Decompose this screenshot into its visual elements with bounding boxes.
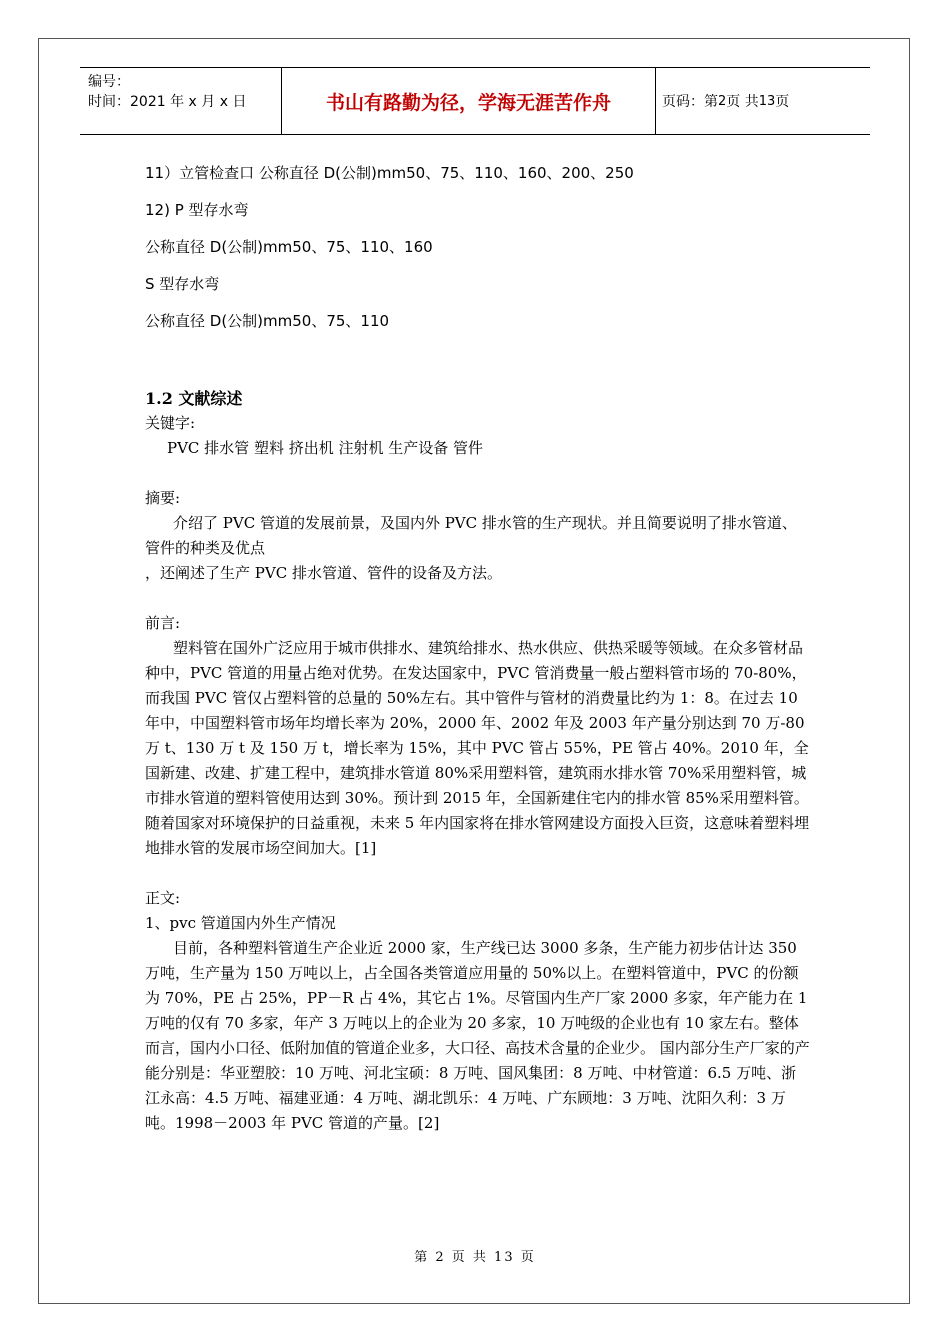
- abstract-text: 介绍了 PVC 管道的发展前景，及国内外 PVC 排水管的生产现状。并且简要说明了排水管道、管件的种类及优点: [145, 514, 797, 557]
- spec-line-s-trap: S 型存水弯: [145, 275, 220, 293]
- abstract-text-continued: ，还阐述了生产 PVC 排水管道、管件的设备及方法。: [145, 564, 502, 582]
- page-current: 2: [718, 93, 727, 109]
- spec-line-s-trap-diameter: 公称直径 D(公制)mm50、75、110: [145, 312, 390, 330]
- body-subtitle: 1、pvc 管道国内外生产情况: [145, 914, 336, 932]
- page-header: [80, 67, 870, 135]
- body-label: 正文:: [145, 889, 181, 907]
- preface-text: 塑料管在国外广泛应用于城市供排水、建筑给排水、热水供应、供热采暖等领域。在众多管材品种中，PVC 管道的用量占绝对优势。在发达国家中，PVC 管消费量一般占塑料管市场的 70-80%，而我国 PVC 管仅占塑料管的总量的 50%左右。其中管件与管材的消费量比约为 1：8。在过去 10 年中，中国塑料管市场年均增长率为 20%，2000 年、2002 年及 2003 年产量分别达到 70 万-80 万 t、130 万 t 及 150 万 t，增长率为 15%，其中 PVC 管占 55%，PE 管占 40%。2010 年，全国新建、改建、扩建工程中，建筑排水管道 80%采用塑料管，建筑雨水排水管 70%采用塑料管，城市排水管道的塑料管使用达到 30%。预计到 2015 年，全国新建住宅内的排水管 85%采用塑料管。随着国家对环境保护的日益重视，未来 5 年内国家将在排水管网建设方面投入巨资，这意味着塑料埋地排水管的发展市场空间加大。[1]: [145, 639, 810, 857]
- preface-label: 前言:: [145, 614, 181, 632]
- page-footer: 第 2 页 共 13 页: [414, 1250, 536, 1265]
- header-meta: [80, 68, 282, 134]
- document-body: [145, 155, 810, 1136]
- page-mid: 页 共: [726, 94, 759, 110]
- document-date: 时间：2021 年 x 月 x 日: [88, 94, 247, 110]
- header-motto: 书山有路勤为径，学海无涯苦作舟: [282, 68, 656, 134]
- spec-line-12-diameter: 公称直径 D(公制)mm50、75、110、160: [145, 238, 433, 256]
- header-page-info: [656, 68, 870, 134]
- page-total: 13: [758, 93, 776, 109]
- keywords-label: 关键字:: [145, 414, 196, 432]
- body-text: 目前，各种塑料管道生产企业近 2000 家，生产线已达 3000 多条，生产能力初步估计达 350 万吨，生产量为 150 万吨以上，占全国各类管道应用量的 50%以上。在塑料管道中，PVC 的份额为 70%，PE 占 25%，PP－R 占 4%，其它占 1%。尽管国内生产厂家 2000 多家，年产能力在 1 万吨的仅有 70 多家，年产 3 万吨以上的企业为 20 多家，10 万吨级的企业也有 10 家左右。整体而言，国内小口径、低附加值的管道企业多，大口径、高技术含量的企业少。 国内部分生产厂家的产能分别是：华亚塑胶：10 万吨、河北宝硕：8 万吨、国风集团：8 万吨、中材管道：6.5 万吨、浙江永高：4.5 万吨、福建亚通：4 万吨、湖北凯乐：4 万吨、广东顾地：3 万吨、沈阳久利：3 万吨。1998－2003 年 PVC 管道的产量。[2]: [145, 939, 810, 1132]
- section-title: 1.2 文献综述: [145, 389, 243, 408]
- spec-line-11: 11）立管检查口 公称直径 D(公制)mm50、75、110、160、200、250: [145, 164, 634, 182]
- page-prefix: 页码：第: [662, 94, 718, 110]
- abstract-label: 摘要:: [145, 489, 181, 507]
- document-number: 编号：: [88, 74, 130, 90]
- keywords: PVC 排水管 塑料 挤出机 注射机 生产设备 管件: [167, 439, 484, 457]
- spec-line-12: 12) P 型存水弯: [145, 201, 249, 219]
- page-suffix: 页: [775, 94, 790, 110]
